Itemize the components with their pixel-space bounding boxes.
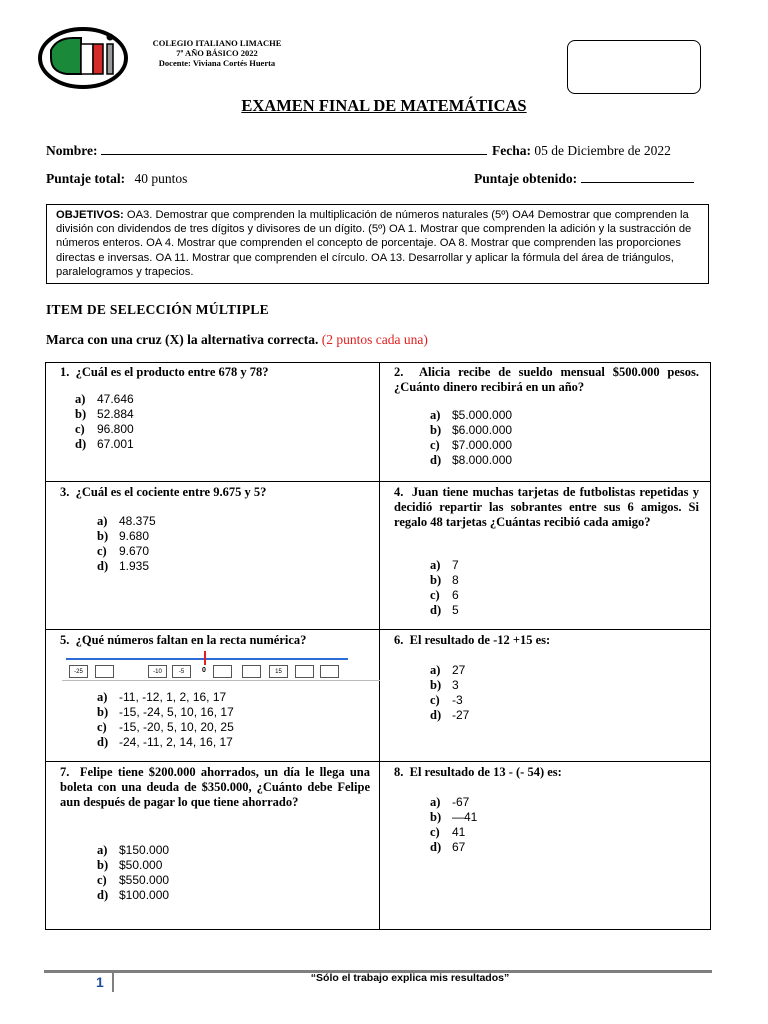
option-d[interactable]: d) -24, -11, 2, 14, 16, 17	[97, 735, 233, 749]
question-7: 7. Felipe tiene $200.000 ahorrados, un día le llega una boleta con una deuda de $350.000, ¿Cuánto debe Felipe aun después de pagar lo que tiene ahorrado?	[60, 765, 370, 809]
option-b[interactable]: b) $50.000	[97, 858, 163, 872]
instruction-text: Marca con una cruz (X) la alternativa correcta.	[46, 332, 319, 347]
option-d[interactable]: d) 67	[430, 840, 466, 854]
option-b[interactable]: b) —41	[430, 810, 478, 824]
option-a[interactable]: a) -67	[430, 795, 470, 809]
option-b[interactable]: b) 3	[430, 678, 459, 692]
grid-divider	[46, 629, 710, 630]
number-box-empty[interactable]	[213, 665, 232, 678]
option-c[interactable]: c) 96.800	[75, 422, 134, 436]
question-4: 4. Juan tiene muchas tarjetas de futbolistas repetidas y decidió repartir las sobrantes entre sus 6 amigos. Si regalo 48 tarjetas ¿Cuántas recibió cada amigo?	[394, 485, 700, 529]
school-info	[138, 38, 296, 68]
question-1-options	[75, 392, 134, 452]
total-score-label: Puntaje total:	[46, 171, 126, 186]
question-8: 8. El resultado de 13 - (- 54) es:	[394, 765, 562, 779]
option-c[interactable]: c) $550.000	[97, 873, 170, 887]
section-title: ITEM DE SELECCIÓN MÚLTIPLE	[46, 302, 269, 317]
option-a[interactable]: a) 7	[430, 558, 459, 572]
option-d[interactable]: d) 5	[430, 603, 459, 617]
option-c[interactable]: c) 6	[430, 588, 459, 602]
option-d[interactable]: d) -27	[430, 708, 470, 722]
question-6-options	[430, 663, 469, 723]
date-label: Fecha:	[492, 143, 531, 158]
exam-title: EXAMEN FINAL DE MATEMÁTICAS	[241, 96, 527, 115]
question-8-options	[430, 795, 477, 855]
teacher-name: Docente: Viviana Cortés Huerta	[158, 58, 276, 68]
grid-divider	[46, 481, 710, 482]
number-box: -25	[69, 665, 88, 678]
objectives-text: OA3. Demostrar que comprenden la multiplicación de números naturales (5º) OA4 Demostrar que comprenden la división con dividendos de tres dígitos y divisores de un dígito. (5º) OA 1. Mostrar que comprenden la adición y la sustracción de números enteros. OA 4. Mostrar que comprenden el concepto de porcentaje. OA 8. Mostrar que comprenden las proporciones directas e inversas. OA 11. Mostrar que comprenden el círculo. OA 13. Desarrollar y aplicar la fórmula del área de triángulos, paralelogramos y trapecios.	[56, 209, 692, 278]
option-b[interactable]: b) 9.680	[97, 529, 150, 543]
option-c[interactable]: c) $7.000.000	[430, 438, 513, 452]
school-logo	[37, 26, 129, 90]
option-c[interactable]: c) 9.670	[97, 544, 150, 558]
points-note: (2 puntos cada una)	[321, 332, 428, 347]
obtained-score-label: Puntaje obtenido:	[474, 171, 578, 186]
date-value: 05 de Diciembre de 2022	[534, 143, 671, 158]
option-b[interactable]: b) $6.000.000	[430, 423, 513, 437]
number-box-empty[interactable]	[242, 665, 261, 678]
number-line-underline	[62, 680, 380, 681]
page-number: 1	[96, 974, 104, 990]
option-b[interactable]: b) -15, -24, 5, 10, 16, 17	[97, 705, 234, 719]
total-score-value: 40 puntos	[134, 171, 188, 186]
question-5: 5. ¿Qué números faltan en la recta numérica?	[60, 633, 307, 647]
question-3: 3. ¿Cuál es el cociente entre 9.675 y 5?	[60, 485, 267, 499]
option-a[interactable]: a) 27	[430, 663, 466, 677]
option-d[interactable]: d) 67.001	[75, 437, 134, 451]
name-label: Nombre:	[46, 143, 98, 158]
option-a[interactable]: a) $150.000	[97, 843, 170, 857]
grade-year: 7º AÑO BÁSICO 2022	[176, 48, 258, 58]
number-box-empty[interactable]	[320, 665, 339, 678]
question-5-options	[97, 690, 234, 750]
number-box-empty[interactable]	[95, 665, 114, 678]
obtained-score-field[interactable]	[474, 171, 694, 187]
option-c[interactable]: c) -15, -20, 5, 10, 20, 25	[97, 720, 234, 734]
option-c[interactable]: c) 41	[430, 825, 466, 839]
question-2: 2. Alicia recibe de sueldo mensual $500.000 pesos. ¿Cuánto dinero recibirá en un año?	[394, 365, 700, 394]
option-a[interactable]: a) 47.646	[75, 392, 134, 406]
question-3-options	[97, 514, 156, 574]
option-a[interactable]: a) 48.375	[97, 514, 156, 528]
total-score	[46, 171, 187, 187]
school-name: COLEGIO ITALIANO LIMACHE	[152, 38, 282, 48]
name-blank[interactable]	[101, 143, 487, 155]
objectives-label: OBJETIVOS:	[56, 209, 124, 221]
option-d[interactable]: d) $8.000.000	[430, 453, 513, 467]
instructions	[46, 332, 428, 348]
grid-divider	[46, 761, 710, 762]
footer-motto: “Sólo el trabajo explica mis resultados”	[310, 972, 510, 984]
option-a[interactable]: a) $5.000.000	[430, 408, 513, 422]
obtained-score-blank[interactable]	[581, 171, 694, 183]
question-1: 1. ¿Cuál es el producto entre 678 y 78?	[60, 365, 269, 379]
option-c[interactable]: c) -3	[430, 693, 463, 707]
question-7-options	[97, 843, 169, 903]
number-box: -5	[172, 665, 191, 678]
number-box-empty[interactable]	[295, 665, 314, 678]
grade-box[interactable]	[567, 40, 701, 94]
zero-marker	[204, 651, 206, 665]
date-field	[492, 143, 671, 159]
option-b[interactable]: b) 8	[430, 573, 459, 587]
question-6: 6. El resultado de -12 +15 es:	[394, 633, 551, 647]
objectives-box	[46, 204, 709, 284]
question-4-options	[430, 558, 459, 618]
question-2-options	[430, 408, 512, 468]
number-box: 15	[269, 665, 288, 678]
questions-grid	[45, 362, 711, 930]
option-d[interactable]: d) $100.000	[97, 888, 170, 902]
number-line-axis	[66, 658, 348, 660]
option-d[interactable]: d) 1.935	[97, 559, 150, 573]
number-line	[62, 653, 380, 689]
option-b[interactable]: b) 52.884	[75, 407, 134, 421]
grid-divider	[379, 363, 380, 929]
number-box: -10	[148, 665, 167, 678]
name-field[interactable]	[46, 143, 487, 159]
zero-label: 0	[202, 667, 206, 674]
option-a[interactable]: a) -11, -12, 1, 2, 16, 17	[97, 690, 227, 704]
